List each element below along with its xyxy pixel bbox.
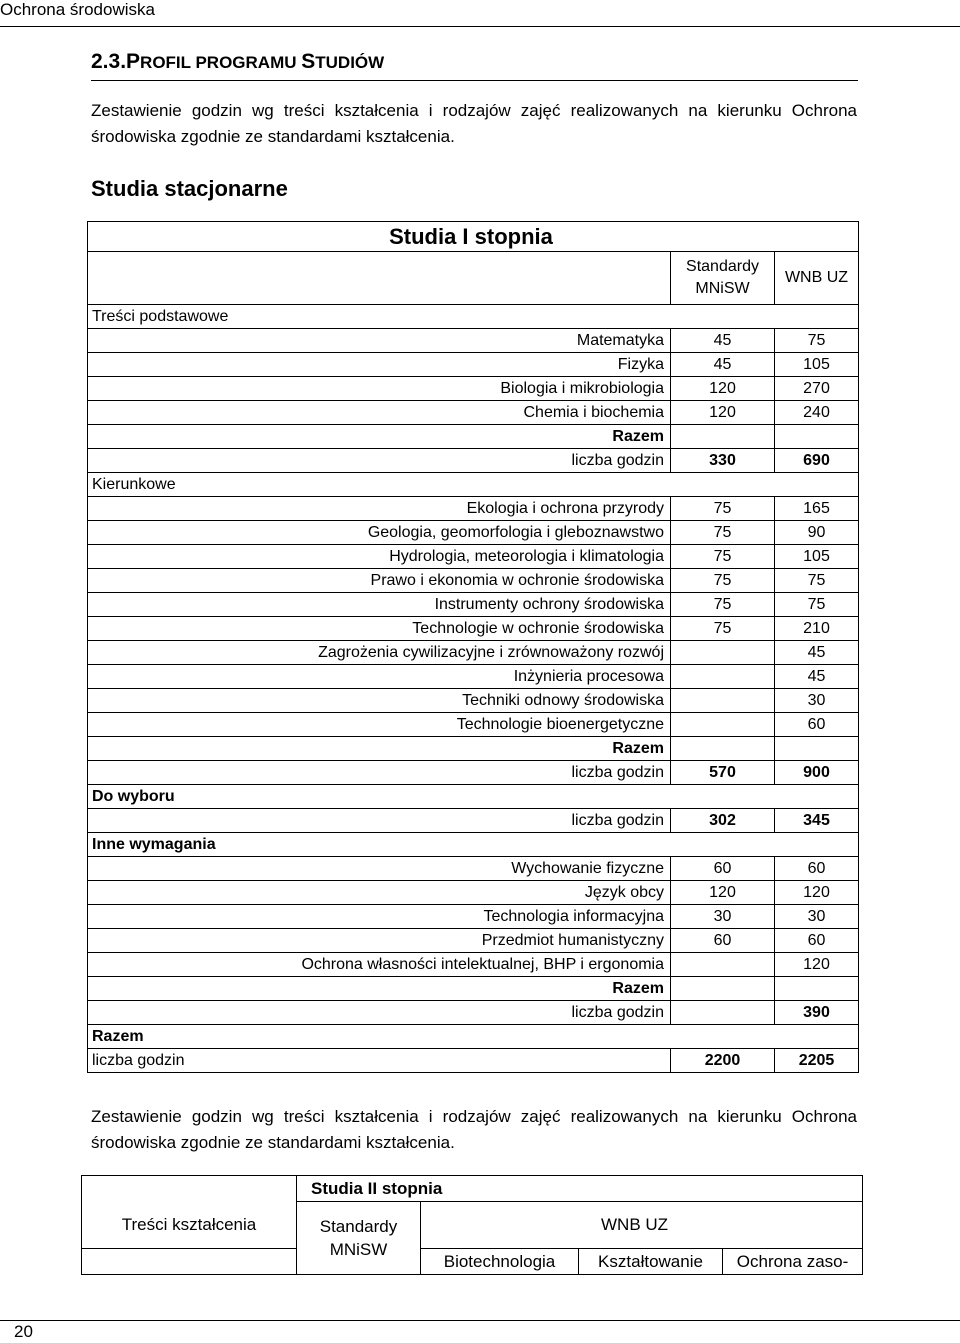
subject-name: Techniki odnowy środowiska [88, 689, 671, 713]
t2-corner-cell [82, 1176, 297, 1202]
table-row [88, 545, 859, 569]
standards-hours [671, 689, 775, 713]
section-title [91, 50, 384, 74]
grand-total-row [88, 1049, 859, 1073]
wnb-hours: 270 [775, 377, 859, 401]
running-header: Ochrona środowiska [0, 0, 155, 19]
subject-name: Zagrożenia cywilizacyjne i zrównoważony rozwój [88, 641, 671, 665]
total-row [88, 1001, 859, 1025]
standards-hours [671, 641, 775, 665]
group-label: Kierunkowe [88, 473, 859, 497]
t2-header-row [82, 1202, 863, 1249]
subject-name: Biologia i mikrobiologia [88, 377, 671, 401]
grand-sum-label: Razem [88, 1025, 859, 1049]
wnb-hours: 30 [775, 905, 859, 929]
grand-hours-label: liczba godzin [88, 1049, 671, 1073]
t2-empty-cell [82, 1249, 297, 1275]
table-title: Studia I stopnia [88, 222, 859, 252]
t2-subheader-row [82, 1249, 863, 1275]
total-standards: 330 [671, 449, 775, 473]
table-row [88, 881, 859, 905]
hours-label: liczba godzin [88, 761, 671, 785]
sum-label-row [88, 737, 859, 761]
section-rule [91, 80, 858, 81]
wnb-hours: 165 [775, 497, 859, 521]
subject-name: Prawo i ekonomia w ochronie środowiska [88, 569, 671, 593]
total-wnb: 900 [775, 761, 859, 785]
sum-empty-wnb [775, 737, 859, 761]
standards-hours: 75 [671, 545, 775, 569]
subject-name: Wychowanie fizyczne [88, 857, 671, 881]
standards-hours [671, 713, 775, 737]
table-row [88, 401, 859, 425]
header-standards: Standardy MNiSW [671, 252, 775, 305]
sum-label-row [88, 977, 859, 1001]
wnb-hours: 60 [775, 857, 859, 881]
section-title-s: S [301, 50, 316, 73]
table-row [88, 689, 859, 713]
wnb-hours: 45 [775, 665, 859, 689]
wnb-hours: 75 [775, 593, 859, 617]
group-row [88, 785, 859, 809]
t2-header-standards: Standardy MNiSW [297, 1202, 421, 1275]
section-title-rest: ROFIL PROGRAMU [140, 53, 302, 72]
group-label: Inne wymagania [88, 833, 859, 857]
standards-hours: 45 [671, 329, 775, 353]
standards-hours [671, 953, 775, 977]
intro-paragraph: Zestawienie godzin wg treści kształcenia i rodzajów zajęć realizowanych na kierunku Ochrona środowiska zgodnie ze standardami kształcenia. [91, 101, 857, 146]
sum-empty-std [671, 425, 775, 449]
total-row [88, 761, 859, 785]
section-title-rest2: TUDIÓW [315, 53, 385, 72]
wnb-hours: 90 [775, 521, 859, 545]
standards-hours: 75 [671, 593, 775, 617]
total-row [88, 449, 859, 473]
subject-name: Hydrologia, meteorologia i klimatologia [88, 545, 671, 569]
total-wnb: 345 [775, 809, 859, 833]
wnb-hours: 105 [775, 353, 859, 377]
t2-subcol-3: Ochrona zaso- [723, 1249, 863, 1275]
table-row [88, 929, 859, 953]
header-rule [0, 26, 960, 27]
header-empty-cell [88, 252, 671, 305]
table-row [88, 641, 859, 665]
footer-rule [0, 1320, 960, 1321]
subject-name: Język obcy [88, 881, 671, 905]
table-row [88, 377, 859, 401]
sum-label: Razem [88, 737, 671, 761]
group-label: Treści podstawowe [88, 305, 859, 329]
wnb-hours: 75 [775, 329, 859, 353]
wnb-hours: 60 [775, 713, 859, 737]
program-table-first-cycle [87, 221, 859, 1073]
subject-name: Geologia, geomorfologia i gleboznawstwo [88, 521, 671, 545]
wnb-hours: 120 [775, 881, 859, 905]
grand-total-wnb: 2205 [775, 1049, 859, 1073]
subtitle-full-time: Studia stacjonarne [91, 176, 288, 201]
table-row [88, 617, 859, 641]
subject-name: Inżynieria procesowa [88, 665, 671, 689]
subject-name: Instrumenty ochrony środowiska [88, 593, 671, 617]
subject-name: Ochrona własności intelektualnej, BHP i ergonomia [88, 953, 671, 977]
sum-label: Razem [88, 977, 671, 1001]
standards-hours: 120 [671, 377, 775, 401]
column-header-row [88, 252, 859, 305]
standards-hours: 120 [671, 881, 775, 905]
wnb-hours: 45 [775, 641, 859, 665]
table-row [88, 569, 859, 593]
t2-header-wnb: WNB UZ [421, 1202, 863, 1249]
total-standards: 570 [671, 761, 775, 785]
group-row [88, 473, 859, 497]
standards-hours: 30 [671, 905, 775, 929]
sum-label: Razem [88, 425, 671, 449]
standards-hours: 75 [671, 521, 775, 545]
table-title-row [88, 222, 859, 252]
group-label: Do wyboru [88, 785, 859, 809]
table-row [88, 329, 859, 353]
t2-title: Studia II stopnia [297, 1176, 863, 1202]
header-wnb: WNB UZ [775, 252, 859, 305]
total-standards: 302 [671, 809, 775, 833]
subject-name: Matematyka [88, 329, 671, 353]
standards-hours: 75 [671, 569, 775, 593]
t2-subcol-2: Kształtowanie [579, 1249, 723, 1275]
table-row [88, 905, 859, 929]
intro-paragraph-2: Zestawienie godzin wg treści kształcenia i rodzajów zajęć realizowanych na kierunku Ochrona środowiska zgodnie ze standardami kształcenia. [91, 1107, 857, 1152]
wnb-hours: 75 [775, 569, 859, 593]
wnb-hours: 210 [775, 617, 859, 641]
total-row [88, 809, 859, 833]
standards-hours [671, 665, 775, 689]
table-row [88, 497, 859, 521]
section-number: 2.3. [91, 50, 127, 73]
t2-header-content: Treści kształcenia [82, 1202, 297, 1249]
sum-empty-std [671, 977, 775, 1001]
page-number: 20 [14, 1322, 33, 1341]
table-row [88, 665, 859, 689]
wnb-hours: 105 [775, 545, 859, 569]
wnb-hours: 30 [775, 689, 859, 713]
sum-label-row [88, 425, 859, 449]
subject-name: Technologie w ochronie środowiska [88, 617, 671, 641]
subject-name: Fizyka [88, 353, 671, 377]
group-row [88, 305, 859, 329]
sum-empty-wnb [775, 977, 859, 1001]
hours-label: liczba godzin [88, 449, 671, 473]
hours-label: liczba godzin [88, 1001, 671, 1025]
subject-name: Chemia i biochemia [88, 401, 671, 425]
table-row [88, 521, 859, 545]
table-row [88, 857, 859, 881]
table-row [88, 593, 859, 617]
total-wnb: 390 [775, 1001, 859, 1025]
standards-hours: 60 [671, 857, 775, 881]
grand-total-standards: 2200 [671, 1049, 775, 1073]
standards-hours: 75 [671, 497, 775, 521]
section-title-initial: P [126, 50, 141, 73]
standards-hours: 75 [671, 617, 775, 641]
standards-hours: 120 [671, 401, 775, 425]
total-standards [671, 1001, 775, 1025]
subject-name: Technologia informacyjna [88, 905, 671, 929]
t2-title-row [82, 1176, 863, 1202]
grand-sum-label-row [88, 1025, 859, 1049]
wnb-hours: 60 [775, 929, 859, 953]
subject-name: Ekologia i ochrona przyrody [88, 497, 671, 521]
standards-hours: 60 [671, 929, 775, 953]
wnb-hours: 120 [775, 953, 859, 977]
sum-empty-wnb [775, 425, 859, 449]
table-row [88, 353, 859, 377]
t2-subcol-1: Biotechnologia [421, 1249, 579, 1275]
program-table-second-cycle [81, 1175, 863, 1275]
wnb-hours: 240 [775, 401, 859, 425]
subject-name: Technologie bioenergetyczne [88, 713, 671, 737]
table-row [88, 713, 859, 737]
standards-hours: 45 [671, 353, 775, 377]
sum-empty-std [671, 737, 775, 761]
total-wnb: 690 [775, 449, 859, 473]
group-row [88, 833, 859, 857]
table-row [88, 953, 859, 977]
hours-label: liczba godzin [88, 809, 671, 833]
subject-name: Przedmiot humanistyczny [88, 929, 671, 953]
